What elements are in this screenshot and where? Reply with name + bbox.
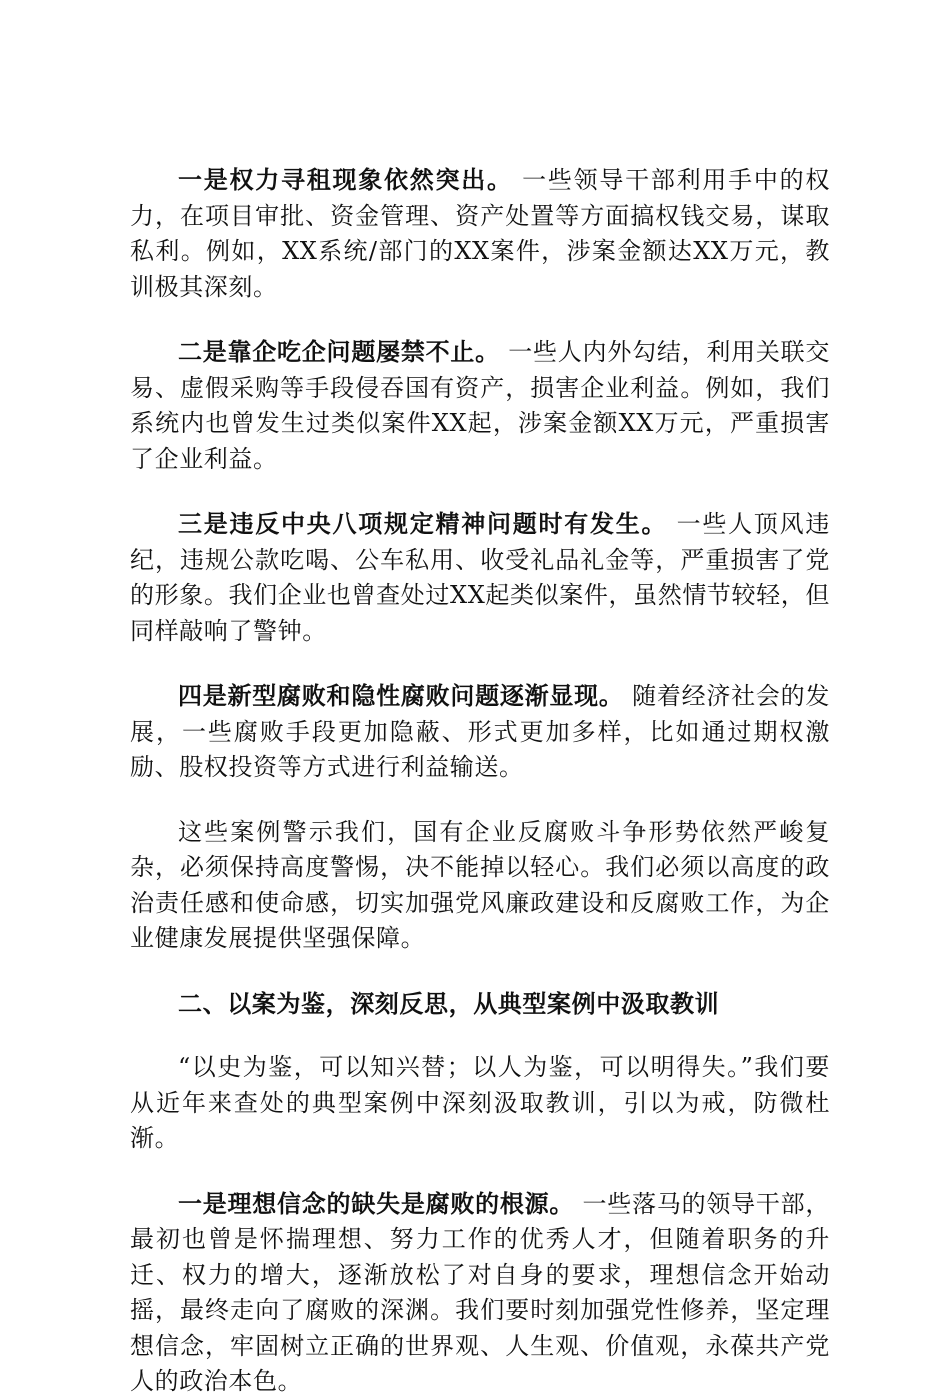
paragraph-ideals-beliefs bbox=[130, 1186, 830, 1400]
section-heading: 二、以案为鉴，深刻反思，从典型案例中汲取教训 bbox=[178, 988, 720, 1018]
paragraph-lead: 二是靠企吃企问题屡禁不止。 bbox=[178, 337, 500, 366]
paragraph-power-rent-seeking bbox=[130, 162, 830, 305]
paragraph-text: 一些落马的领导干部，最初也曾是怀揣理想、努力工作的优秀人才，但随着职务的升迁、权力的增大，逐渐放松了对自身的要求，理想信念开始动摇，最终走向了腐败的深渊。我们要时刻加强党性修养，坚定理想信念，牢固树立正确的世界观、人生观、价值观，永葆共产党人的政治本色。 bbox=[130, 1189, 830, 1395]
paragraph-text: 一些人顶风违纪，违规公款吃喝、公车私用、收受礼品礼金等，严重损害了党的形象。我们企业也曾查处过XX起类似案件，虽然情节较轻，但同样敲响了警钟。 bbox=[130, 510, 830, 645]
paragraph-enterprise-exploitation bbox=[130, 334, 830, 477]
paragraph-hidden-corruption bbox=[130, 678, 830, 786]
paragraph-lead: 三是违反中央八项规定精神问题时有发生。 bbox=[178, 509, 668, 538]
paragraph-text: “以史为鉴，可以知兴替；以人为鉴，可以明得失。”我们要从近年来查处的典型案例中深刻汲取教训，引以为戒，防微杜渐。 bbox=[130, 1053, 830, 1152]
paragraph-lead: 四是新型腐败和隐性腐败问题逐渐显现。 bbox=[178, 681, 624, 710]
paragraph-warning-summary bbox=[130, 815, 830, 957]
paragraph-eight-regulations bbox=[130, 506, 830, 649]
paragraph-lead: 一是理想信念的缺失是腐败的根源。 bbox=[178, 1188, 575, 1218]
paragraph-quote-intro bbox=[130, 1050, 830, 1157]
paragraph-text: 一些人内外勾结，利用关联交易、虚假采购等手段侵吞国有资产，损害企业利益。例如，我们系统内也曾发生过类似案件XX起，涉案金额XX万元，严重损害了企业利益。 bbox=[130, 338, 830, 473]
paragraph-text: 一些领导干部利用手中的权力，在项目审批、资金管理、资产处置等方面搞权钱交易，谋取私利。例如，XX系统/部门的XX案件，涉案金额达XX万元，教训极其深刻。 bbox=[130, 166, 830, 301]
paragraph-text: 随着经济社会的发展，一些腐败手段更加隐蔽、形式更加多样，比如通过期权激励、股权投资等方式进行利益输送。 bbox=[130, 682, 830, 781]
paragraph-lead: 一是权力寻租现象依然突出。 bbox=[178, 165, 513, 194]
paragraph-text: 这些案例警示我们，国有企业反腐败斗争形势依然严峻复杂，必须保持高度警惕，决不能掉以轻心。我们必须以高度的政治责任感和使命感，切实加强党风廉政建设和反腐败工作，为企业健康发展提供坚强保障。 bbox=[130, 817, 830, 952]
